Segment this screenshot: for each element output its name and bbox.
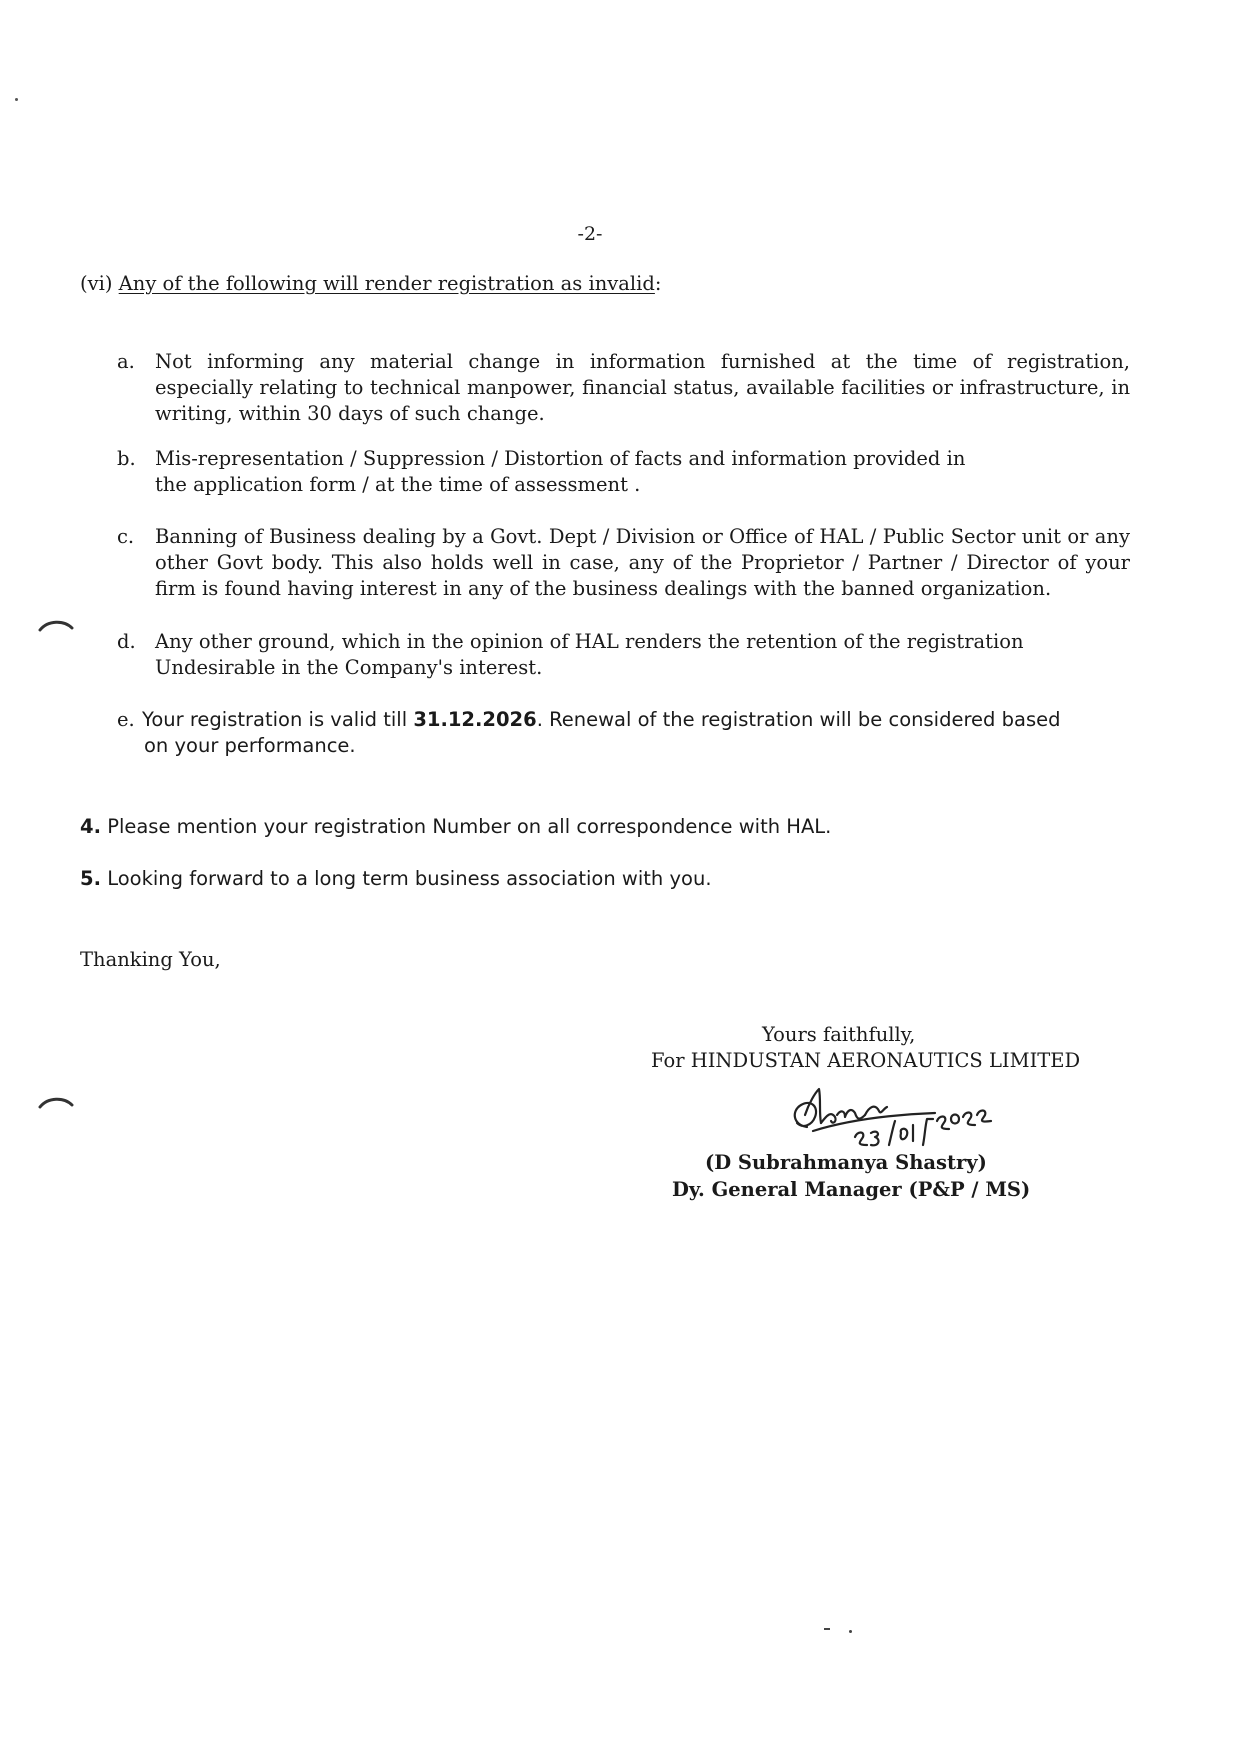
item-line [142,707,1142,733]
item-label: d. [117,630,136,653]
punch-hole-mark-top [38,618,74,632]
item-line: the application form / at the time of assessment . [155,473,641,496]
validity-text-after: . Renewal of the registration will be considered based [536,708,1061,731]
punch-hole-mark-bottom [38,1095,74,1109]
item-line: other Govt body. This also holds well in case, any of the Proprietor / Partner / Director of your [155,551,1130,574]
item-body [155,524,1130,602]
point-text: Please mention your registration Number on all correspondence with HAL. [107,815,832,838]
closing-text: Thanking You, [80,948,221,971]
list-item-e [117,707,1097,761]
item-body [155,629,1155,681]
item-line: Not informing any material change in information furnished at the time of registration, [155,350,1130,373]
section-title: Any of the following will render registration as invalid [118,272,655,295]
item-line: firm is found having interest in any of the business dealings with the banned organization. [155,577,1052,600]
item-line: on your performance. [144,734,356,757]
scan-speck [849,1630,852,1633]
list-item-c [117,524,1130,604]
item-label: c. [117,525,135,548]
item-label: e. [117,708,135,731]
valediction: Yours faithfully, [762,1023,916,1046]
handwritten-signature [785,1085,1000,1155]
point-5 [80,866,712,892]
signatory-designation: Dy. General Manager (P&P / MS) [672,1178,1031,1201]
point-4 [80,814,831,840]
item-line: Banning of Business dealing by a Govt. Dept / Division or Office of HAL / Public Sector unit or any [155,525,1130,548]
item-line: Mis-representation / Suppression / Distortion of facts and information provided in [155,447,966,470]
item-line: Undesirable in the Company's interest. [155,656,543,679]
item-line: Any other ground, which in the opinion of HAL renders the retention of the registration [155,630,1024,653]
item-body [155,349,1130,427]
list-item-d [117,629,1097,683]
list-item-b [117,446,1097,500]
point-number: 5. [80,867,101,890]
section-prefix: (vi) [80,272,113,295]
signatory-name: (D Subrahmanya Shastry) [705,1151,987,1174]
section-heading [80,271,661,297]
company-line: For HINDUSTAN AERONAUTICS LIMITED [651,1049,1081,1072]
item-label: a. [117,350,135,373]
point-text: Looking forward to a long term business association with you. [107,867,712,890]
section-colon: : [654,272,662,295]
item-line: writing, within 30 days of such change. [155,402,545,425]
item-body [155,446,1155,498]
item-line: especially relating to technical manpower, financial status, available facilities or infrastructure, in [155,376,1130,399]
list-item-a [117,349,1130,429]
item-body [142,707,1142,759]
page-number: -2- [577,223,603,245]
item-label: b. [117,447,136,470]
point-number: 4. [80,815,101,838]
scan-speck [824,1628,830,1630]
validity-text-before: Your registration is valid till [142,708,414,731]
scan-speck [15,98,18,101]
validity-date: 31.12.2026 [413,708,537,731]
